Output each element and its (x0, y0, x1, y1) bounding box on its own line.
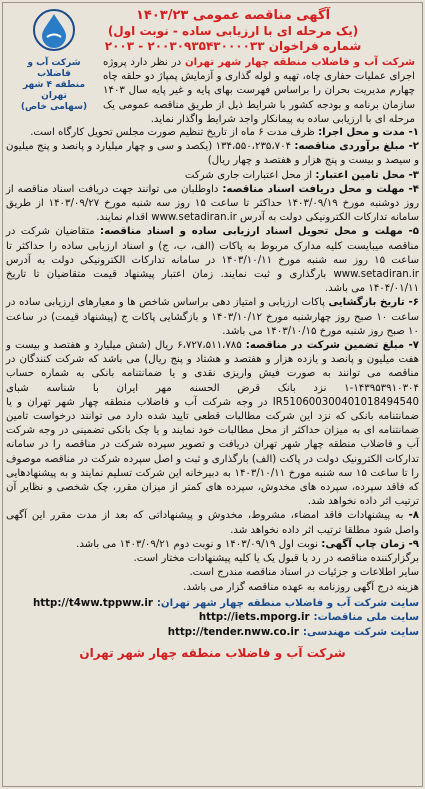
intro-text: در نظر دارد پروژه اجرای عملیات حفاری چاه، تهیه و لوله گذاری و آزمایش پمپاژ دو حلقه چاه چهارم مدیریت بحران را براساس فهرست بهای پایه و غیر پایه سال ۱۴۰۳ سازمان برنامه و بودجه کشور با شرایط ذیل از طریق مناقصه عمومی یک مرحله ای با ارزیابی ساده به پیمانکار واجد شرایط واگذار نماید. (103, 57, 415, 125)
org-line-3: (سهامی خاص) (20, 102, 88, 112)
item-3-text: از محل اعتبارات جاری شرکت (184, 169, 313, 181)
closing-line-3: هزینه درج آگهی روزنامه به عهده مناقصه گزار می باشد. (183, 581, 419, 593)
site-url-company[interactable]: http://t4ww.tppww.ir (33, 597, 153, 609)
item-5-label: ۵- مهلت و محل تحویل اسناد ارزیابی ساده و اسناد مناقصه: (100, 226, 419, 238)
item-1-label: ۱- مدت و محل اجرا: (318, 127, 419, 138)
closing-line-1: برگزارکننده مناقصه در رد یا قبول یک یا کلیه پیشنهادات مختار است. (133, 553, 419, 565)
notice-title-block (83, 8, 383, 54)
site-url-national-tenders[interactable]: http://iets.mporg.ir (198, 612, 310, 624)
call-number: شماره فراخوان ۲۰۰۳۰۹۳۵۴۳۰۰۰۰۳۳ - ۲۰۰۳ (104, 39, 362, 53)
item-9-text: نوبت اول ۱۴۰۳/۰۹/۱۹ و نوبت دوم ۱۴۰۳/۰۹/۲۱ می باشد. (76, 538, 319, 550)
site-label-national-tenders: سایت ملی مناقصات: (313, 612, 419, 624)
item-8-label: ۸- (408, 510, 419, 522)
site-url-engineering[interactable]: http://tender.nww.co.ir (167, 626, 299, 638)
closing-line-2: سایر اطلاعات و جزئیات در اسناد مناقصه مندرج است. (189, 567, 419, 579)
site-label-company: سایت شرکت آب و فاضلاب منطقه چهار شهر تهران: (156, 597, 419, 609)
item-7-text: ۶،۷۲۷،۵۱۱،۷۸۵ ریال (شش میلیارد و هفتصد و بیست و هفت میلیون و پانصد و یازده هزار و هفتصد و هشتاد و پنج ریال) می باشد که شرکت کنندگان در مناقصه می توانند به صورت فیش واریزی نقدی و یا ضمانتنامه بانکی به شماره حساب ۱۴۳۹۵۳۹۱۰۳۰۴-۱ نزد بانک قرض الحسنه مهر ایران با شناسه شبای IR510600300401018494540 در وجه شرکت آب و فاضلاب منطقه چهار شهر تهران و یا ضمانتنامه بانکی که نزد این شرکت مطالبات قطعی تایید شده دارد می توانند درخواست تامین ضمانتنامه ای به میزان حداکثر از محل مطالبات خود نمایند و یا چک بانکی تضمینی در وجه شرکت آب و فاضلاب منطقه چهار شهر تهران دریافت و تصویر سپرده شرکت در مناقصه را در سامانه تدارکات الکترونیک دولت در پاکت (الف) بارگذاری و ثبت و اصل سپرده شرکت در مناقصه موصوف را تا ساعت ۱۵ سه شنبه مورخ ۱۴۰۳/۱۰/۱۱ به دبیرخانه این شرکت تسلیم نمایند و به پیشنهادهایی که فاقد سپرده، سپرده های مخدوش، سپرده های کمتر از میزان مقرر، چک شخصی و نظایر آن ترتیب اثر داده نخواهد شد. (6, 340, 419, 508)
item-5-text: متقاضیان شرکت در مناقصه میبایست کلیه مدارک مربوط به پاکات (الف، ب، ج) و اسناد ارزیابی ساده را حداکثر تا ساعت ۱۵ روز سه شنبه مورخ ۱۴۰۳/۱۰/۱۱ در سامانه تدارکات الکترونیکی دولت به آدرس www.setadiran.ir بارگذاری و ثبت نمایند. زمان اعتبار پیشنهاد قیمت متقاضیان تا تاریخ ۱۴۰۴/۰۱/۱۱ می باشد. (6, 226, 419, 295)
notice-title: آگهی مناقصه عمومی ۱۴۰۳/۲۳ (135, 8, 331, 23)
item-2-label: ۲- مبلغ برآوردی مناقصه: (294, 141, 420, 153)
site-label-engineering: سایت شرکت مهندسی: (302, 626, 419, 638)
org-line-2: منطقه ۴ شهر تهران (22, 80, 86, 101)
item-9-label: ۹- زمان چاپ آگهی: (321, 538, 419, 550)
item-1-text: ظرف مدت ۶ ماه از تاریخ تنظیم صورت مجلس تحویل کارگاه است. (30, 127, 315, 138)
item-6-text: پاکات ارزیابی و امتیاز دهی براساس شاخص ها و معیارهای ارزیابی ساده در ساعت ۱۰ صبح روز چهارشنبه مورخ ۱۴۰۳/۱۰/۱۲ و بازگشایی پاکات ج (پیشنهاد قیمت) در ساعت ۱۰ صبح روز شنبه مورخ ۱۴۰۳/۱۰/۱۵ می باشد. (6, 297, 419, 337)
intro-paragraph (103, 56, 415, 127)
item-4-text: داوطلبان می توانند جهت دریافت اسناد مناقصه از روز دوشنبه مورخ ۱۴۰۳/۰۹/۱۹ حداکثر تا ساعت ۱۵ روز سه شنبه مورخ ۱۴۰۳/۰۹/۲۷ از طریق سامانه تدارکات الکترونیکی دولت به آدرس www.setadiran.ir اقدام نمایند. (6, 183, 420, 224)
notice-header (6, 4, 419, 125)
org-line-1: شرکت آب و فاضلاب (27, 58, 81, 79)
water-drop-logo-icon (28, 8, 80, 52)
item-8-text: به پیشنهادات فاقد امضاء، مشروط، مخدوش و پیشنهاداتی که بعد از مدت مقرر این آگهی واصل شود مطلقا ترتیب اثر داده نخواهد شد. (6, 510, 419, 536)
item-2-text: ۱۳۴،۵۵۰،۲۳۵،۷۰۴ (یکصد و سی و چهار میلیارد و پانصد و پنج میلیون و سیصد و بیست و پنج هزار و هفتصد و چهار ریال) (6, 141, 419, 167)
intro-org-name: شرکت آب و فاضلاب منطقه چهار شهر تهران (184, 57, 415, 68)
item-4-label: ۴- مهلت و محل دریافت اسناد مناقصه: (222, 183, 419, 195)
item-3-label: ۳- محل تامین اعتبار: (315, 169, 419, 181)
footer-org-name: شرکت آب و فاضلاب منطقه چهار شهر تهران (79, 645, 346, 660)
notice-subtitle: (یک مرحله ای با ارزیابی ساده - نوبت اول) (107, 24, 359, 38)
item-6-label: ۶- تاریخ بازگشایی (328, 297, 419, 309)
item-7-label: ۷- مبلغ تضمین شرکت در مناقصه: (245, 340, 419, 352)
